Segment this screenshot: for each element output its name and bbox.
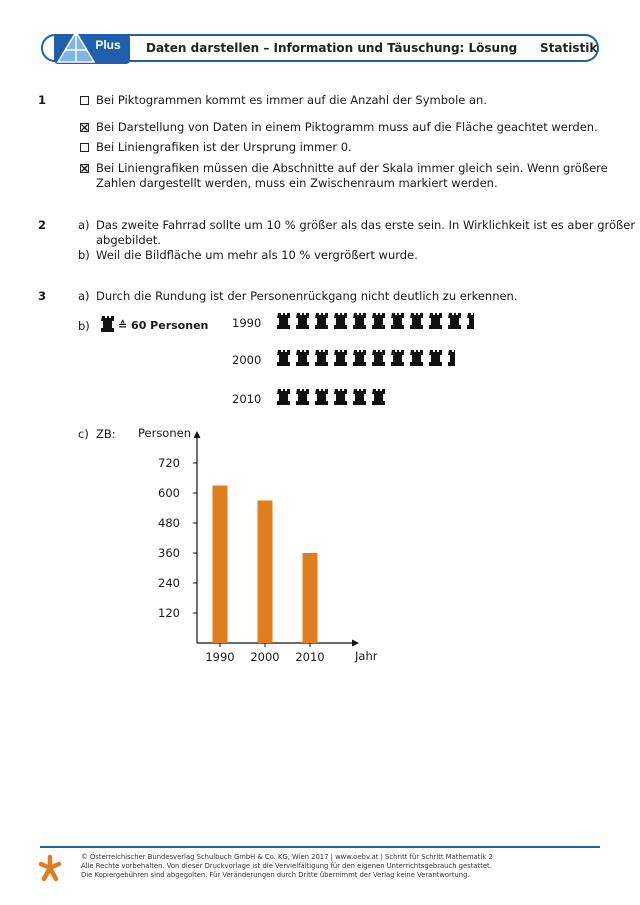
pictogram-year-label: 2000 (232, 353, 262, 367)
tower-icon (296, 350, 310, 366)
x-mark-icon (81, 165, 88, 172)
y-tick-label: 600 (158, 486, 180, 500)
tower-icon (429, 350, 443, 366)
pictogram-legend-text: ≙ 60 Personen (118, 319, 209, 332)
checkbox-checked[interactable] (80, 164, 89, 173)
task1-statement-text: Zahlen dargestellt werden, muss ein Zwischenraum markiert werden. (96, 176, 498, 190)
pictogram-row (277, 389, 386, 405)
tower-icon (101, 316, 115, 332)
y-tick-label: 720 (158, 456, 180, 470)
tower-icon (315, 389, 329, 405)
x-tick-label: 2000 (250, 650, 280, 664)
y-axis-arrow-icon (194, 431, 201, 438)
x-tick-label: 2010 (295, 650, 325, 664)
tower-icon (296, 313, 310, 329)
subject-label: Statistik (540, 41, 598, 55)
tower-icon (334, 389, 348, 405)
x-tick-label: 1990 (205, 650, 235, 664)
pictogram-row (277, 313, 474, 329)
tower-icon (448, 313, 462, 329)
publisher-asterisk-icon (38, 854, 62, 882)
pictogram-year-label: 2010 (232, 392, 262, 406)
tower-icon (334, 350, 348, 366)
pictogram-year-label: 1990 (232, 316, 262, 330)
tower-icon (429, 313, 443, 329)
tower-icon (353, 389, 367, 405)
tower-icon (277, 350, 291, 366)
task2-a-line2: abgebildet. (96, 233, 161, 247)
footer-copyright: © Österreichischer Bundesverlag Schulbuch GmbH & Co. KG, Wien 2017 | www.oebv.at | Schritt für Schritt Mathematik 2 Alle Rechte vorbehalten. Von dieser Druckvorlage ist die Vervielfältigung für den eigenen Unterrichtsgebrauch gestattet. Die Kopiergebühren sind abgegolten. Für Veränderungen durch Dritte übernimmt der Verlag keine Verantwortung. (81, 853, 493, 880)
tower-icon (410, 313, 424, 329)
tower-icon (391, 313, 405, 329)
bar-2010 (303, 553, 318, 643)
y-tick-label: 480 (158, 516, 180, 530)
checkbox-unchecked[interactable] (80, 96, 89, 105)
task3-a-label: a) (78, 289, 90, 303)
tower-icon (391, 350, 405, 366)
y-axis-title: Personen (137, 426, 191, 440)
x-axis-arrow-icon (352, 640, 359, 647)
task1-statement-text: Bei Piktogrammen kommt es immer auf die Anzahl der Symbole an. (96, 93, 487, 107)
bar-1990 (213, 486, 228, 644)
task3-c-label: c) (78, 427, 89, 441)
task2-b-text: Weil die Bildfläche um mehr als 10 % vergrößert wurde. (96, 248, 418, 262)
task3-b-label: b) (78, 319, 90, 333)
tower-icon (372, 350, 386, 366)
footer-rule (40, 846, 600, 848)
checkbox-checked[interactable] (80, 123, 89, 132)
task2-a-line1: Das zweite Fahrrad sollte um 10 % größer als das erste sein. In Wirklichkeit ist es aber größer (96, 218, 636, 232)
bar-2000 (258, 501, 273, 644)
bar-chart (130, 420, 400, 670)
task-number-1: 1 (38, 93, 47, 107)
pictogram-row (277, 350, 455, 366)
task2-a-label: a) (78, 218, 90, 232)
tower-icon (410, 350, 424, 366)
plus-logo-icon (54, 30, 130, 68)
x-mark-icon (81, 124, 88, 131)
tower-icon (315, 350, 329, 366)
tower-icon (315, 313, 329, 329)
tower-icon (277, 313, 291, 329)
tower-partial-icon (467, 313, 474, 329)
task1-statement-text: Bei Liniengrafiken ist der Ursprung immer 0. (96, 140, 352, 154)
tower-icon (372, 313, 386, 329)
tower-icon (372, 389, 386, 405)
x-axis-title: Jahr (355, 649, 378, 663)
tower-partial-icon (448, 350, 455, 366)
task1-statement-text: Bei Liniengrafiken müssen die Abschnitte auf der Skala immer gleich sein. Wenn größere (96, 161, 608, 175)
task3-c-prefix: ZB: (96, 427, 116, 441)
task3-a-text: Durch die Rundung ist der Personenrückgang nicht deutlich zu erkennen. (96, 289, 518, 303)
y-tick-label: 120 (158, 606, 180, 620)
tower-icon (353, 313, 367, 329)
tower-icon (353, 350, 367, 366)
plus-badge-label: Plus (95, 38, 121, 52)
tower-icon (277, 389, 291, 405)
task-number-2: 2 (38, 218, 47, 232)
task2-b-label: b) (78, 248, 90, 262)
task1-statement-text: Bei Darstellung von Daten in einem Piktogramm muss auf die Fläche geachtet werden. (96, 120, 598, 134)
y-tick-label: 240 (158, 576, 180, 590)
worksheet-title: Daten darstellen – Information und Täuschung: Lösung (146, 41, 518, 55)
tower-icon (334, 313, 348, 329)
tower-icon (296, 389, 310, 405)
task-number-3: 3 (38, 289, 47, 303)
y-tick-label: 360 (158, 546, 180, 560)
checkbox-unchecked[interactable] (80, 143, 89, 152)
